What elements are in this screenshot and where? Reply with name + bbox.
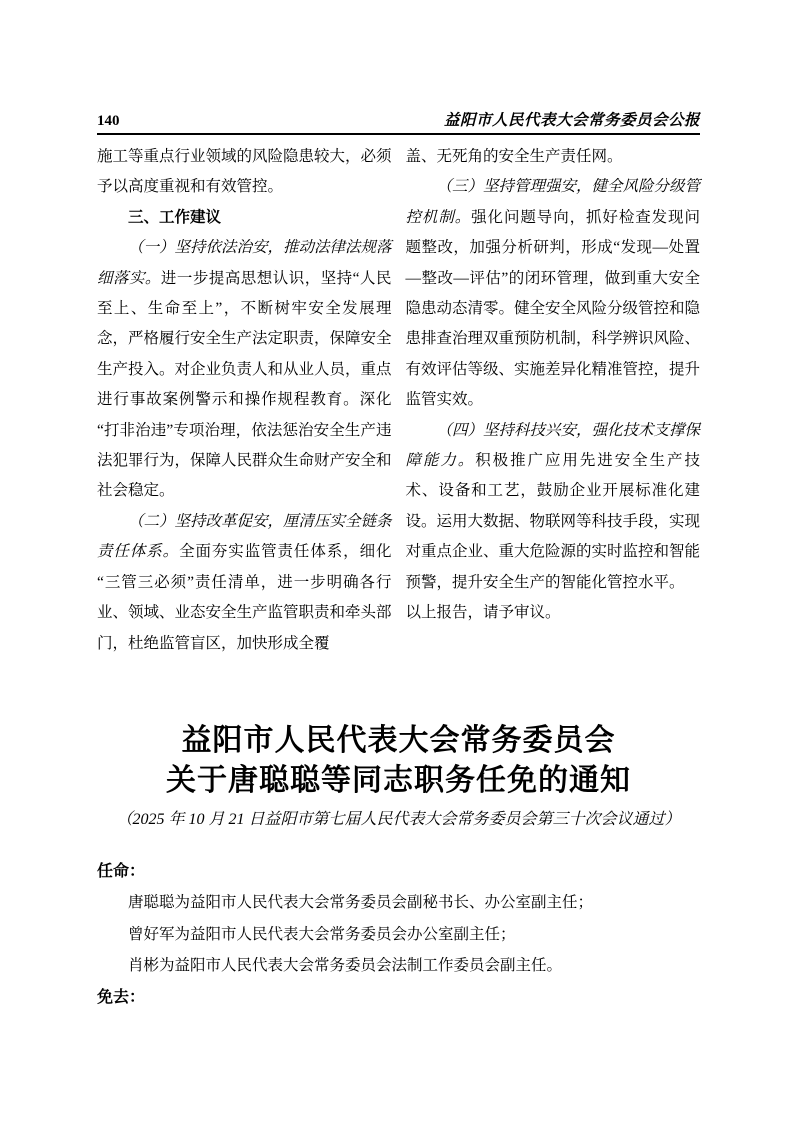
notice-title-line-1: 益阳市人民代表大会常务委员会	[181, 723, 616, 757]
remove-label: 免去：	[97, 988, 146, 1006]
paragraph-item-1-body: 进一步提高思想认识，坚持“人民至上、生命至上”，不断树牢安全发展理念，严格履行安全生产法定职责，保障安全生产投入。对企业负责人和从业人员，重点进行事故案例警示和操作规程教育。深化“打非治违”专项治理，依法惩治安全生产违法犯罪行为，保障人民群众生命财产安全和社会稳定。	[97, 269, 392, 500]
notice-title	[97, 721, 700, 801]
report-closing-line: 以上报告，请予审议。	[405, 604, 561, 622]
appoint-label: 任命：	[97, 862, 146, 880]
appointment-line: 唐聪聪为益阳市人民代表大会常务委员会副秘书长、办公室副主任；	[128, 894, 594, 912]
paragraph-item-1	[97, 233, 392, 507]
paragraph-item-3-body: 强化问题导向，抓好检查发现问题整改，加强分析研判，形成“发现—处置—整改—评估”的闭环管理，做到重大安全隐患动态清零。健全安全风险分级管控和隐患排查治理双重预防机制，科学辨识风险、有效评估等级、实施差异化精准管控，提升监管实效。	[405, 208, 701, 409]
paragraph-item-4-lead: （四）坚持科技兴安，强化技术支撑保障能力。	[405, 421, 701, 470]
paragraph-item-4-body: 积极推广应用先进安全生产技术、设备和工艺，鼓励企业开展标准化建设。运用大数据、物联网等科技手段，实现对重点企业、重大危险源的实时监控和智能预警，提升安全生产的智能化管控水平。	[405, 452, 701, 591]
page-number: 140	[97, 113, 120, 129]
column-right	[406, 142, 701, 659]
paragraph-item-4	[406, 416, 701, 598]
notice-date-line: （2025 年 10 月 21 日益阳市第七届人民代表大会常务委员会第三十次会议通过）	[116, 810, 681, 828]
column-left	[97, 142, 392, 659]
paragraph-item-3-lead: （三）坚持管理强安，健全风险分级管控机制。	[405, 178, 701, 226]
section-heading: 三、工作建议	[128, 208, 222, 226]
publication-title: 益阳市人民代表大会常务委员会公报	[443, 112, 700, 129]
appointment-line: 肖彬为益阳市人民代表大会常务委员会法制工作委员会副主任。	[128, 957, 563, 975]
appointment-line: 曾好军为益阳市人民代表大会常务委员会办公室副主任；	[128, 925, 516, 943]
appointments-section	[97, 856, 700, 1014]
page-header	[97, 108, 700, 135]
paragraph-item-2-continuation: 盖、无死角的安全生产责任网。	[405, 148, 623, 165]
paragraph-item-2-body: 全面夯实监管责任体系，细化“三管三必须”责任清单，进一步明确各行业、领域、业态安全生产监管职责和牵头部门，杜绝监管盲区，加快形成全覆	[97, 543, 392, 652]
notice-title-line-2: 关于唐聪聪等同志职务任免的通知	[166, 763, 631, 797]
paragraph-item-2-lead: （二）坚持改革促安，厘清压实全链条责任体系。	[97, 512, 392, 561]
paragraph-continuation: 施工等重点行业领域的风险隐患较大，必须予以高度重视和有效管控。	[97, 148, 392, 196]
report-columns	[97, 135, 700, 659]
paragraph-item-2	[97, 507, 392, 659]
paragraph-item-3	[406, 172, 701, 415]
paragraph-item-1-lead: （一）坚持依法治安，推动法律法规落细落实。	[97, 239, 392, 287]
